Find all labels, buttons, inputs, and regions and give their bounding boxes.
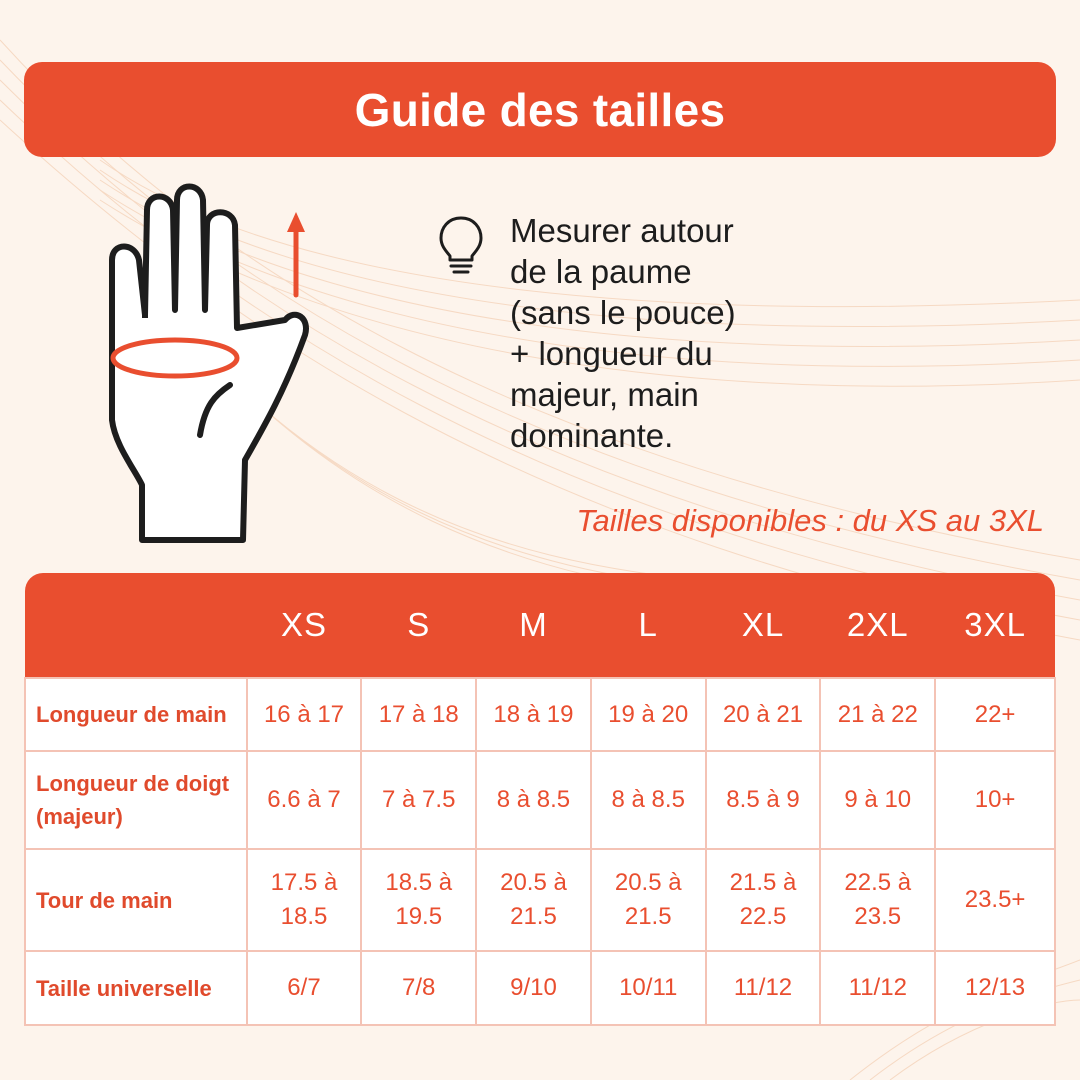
size-header: XL: [706, 573, 821, 678]
table-cell: [706, 751, 821, 849]
table-cell: [935, 951, 1055, 1025]
cell-value-line: 7/8: [402, 974, 436, 1001]
instruction-line: + longueur du: [510, 335, 713, 372]
row-label: [25, 751, 247, 849]
table-cell: [706, 678, 821, 751]
table-cell: [476, 951, 591, 1025]
cell-value-line: 10+: [974, 786, 1016, 813]
table-cell: [247, 678, 362, 751]
table-cell: [820, 751, 935, 849]
table-cell: [361, 751, 476, 849]
table-cell: [935, 751, 1055, 849]
cell-value-line: 21.5: [510, 903, 557, 930]
cell-value-line: 6.6 à 7: [267, 786, 341, 813]
table-cell: [361, 849, 476, 951]
table-row: [25, 849, 1055, 951]
table-cell: [476, 751, 591, 849]
cell-value-line: 7 à 7.5: [382, 786, 456, 813]
table-cell: [706, 951, 821, 1025]
table-cell: [247, 751, 362, 849]
row-label: [25, 849, 247, 951]
cell-value-line: 21.5 à: [729, 869, 797, 896]
row-label-line: Longueur de main: [36, 702, 227, 727]
cell-value-line: 22.5: [739, 903, 787, 930]
cell-value-line: 21 à 22: [837, 700, 918, 728]
row-label-line: Taille universelle: [36, 975, 212, 1001]
cell-value-line: 17 à 18: [378, 700, 459, 728]
cell-value-line: 23.5+: [964, 886, 1026, 913]
instruction-line: Mesurer autour: [510, 212, 734, 249]
cell-value-line: 19.5: [395, 903, 443, 930]
size-header: M: [476, 573, 591, 678]
cell-value-line: 6/7: [287, 974, 321, 1001]
cell-value-line: 20.5 à: [614, 869, 682, 896]
table-cell: [935, 678, 1055, 751]
size-header: 3XL: [935, 573, 1055, 678]
header-corner: [25, 573, 247, 678]
title-banner: [24, 62, 1056, 157]
lightbulb-icon: [436, 214, 486, 278]
sizes-available-text: Tailles disponibles : du XS au 3XL: [576, 503, 1044, 538]
cell-value-line: 19 à 20: [608, 700, 689, 728]
table-cell: [591, 678, 706, 751]
table-row: [25, 678, 1055, 751]
cell-value-line: 11/12: [848, 974, 907, 1001]
table-cell: [247, 849, 362, 951]
row-label: [25, 951, 247, 1025]
size-header: S: [361, 573, 476, 678]
instruction-line: de la paume: [510, 253, 692, 290]
size-header: L: [591, 573, 706, 678]
cell-value-line: 22.5 à: [844, 869, 912, 896]
instruction-line: majeur, main: [510, 376, 699, 413]
cell-value-line: 10/11: [619, 974, 678, 1001]
row-label-line: Longueur de doigt: [36, 771, 230, 796]
cell-value-line: 11/12: [733, 974, 793, 1001]
instruction-line: dominante.: [510, 417, 674, 454]
size-header: 2XL: [820, 573, 935, 678]
cell-value-line: 18.5: [280, 903, 328, 930]
table-cell: [935, 849, 1055, 951]
table-row: [25, 951, 1055, 1025]
cell-value-line: 12/13: [965, 974, 1026, 1001]
cell-value-line: 9 à 10: [844, 786, 912, 813]
table-cell: [476, 849, 591, 951]
row-label-line: Tour de main: [36, 887, 173, 913]
hand-palm-icon: [95, 180, 325, 550]
table-cell: [591, 751, 706, 849]
cell-value-line: 8 à 8.5: [496, 786, 571, 813]
table-row: [25, 751, 1055, 849]
cell-value-line: 17.5 à: [270, 869, 338, 896]
cell-value-line: 23.5: [854, 903, 902, 930]
cell-value-line: 22+: [974, 700, 1016, 728]
page-title: Guide des tailles: [354, 83, 726, 136]
measurement-instructions: [510, 210, 810, 456]
arrow-up-icon: [287, 212, 305, 295]
cell-value-line: 18.5 à: [385, 869, 453, 896]
table-cell: [476, 678, 591, 751]
cell-value-line: 20.5 à: [500, 869, 567, 896]
row-label-line: (majeur): [36, 804, 123, 829]
cell-value-line: 21.5: [624, 903, 672, 930]
cell-value-line: 18 à 19: [493, 700, 574, 728]
table-cell: [591, 951, 706, 1025]
cell-value-line: 16 à 17: [263, 700, 345, 728]
table-cell: [820, 849, 935, 951]
table-cell: [247, 951, 362, 1025]
row-label: [25, 678, 247, 751]
table-cell: [361, 951, 476, 1025]
instruction-line: (sans le pouce): [510, 294, 736, 331]
table-cell: [706, 849, 821, 951]
table-cell: [820, 678, 935, 751]
cell-value-line: 8.5 à 9: [726, 786, 800, 813]
table-cell: [361, 678, 476, 751]
table-cell: [591, 849, 706, 951]
size-header: XS: [247, 573, 362, 678]
cell-value-line: 20 à 21: [722, 700, 804, 728]
table-cell: [820, 951, 935, 1025]
size-table: [24, 573, 1056, 1026]
size-header-row: [25, 573, 1055, 678]
cell-value-line: 8 à 8.5: [611, 786, 685, 813]
cell-value-line: 9/10: [510, 974, 557, 1001]
